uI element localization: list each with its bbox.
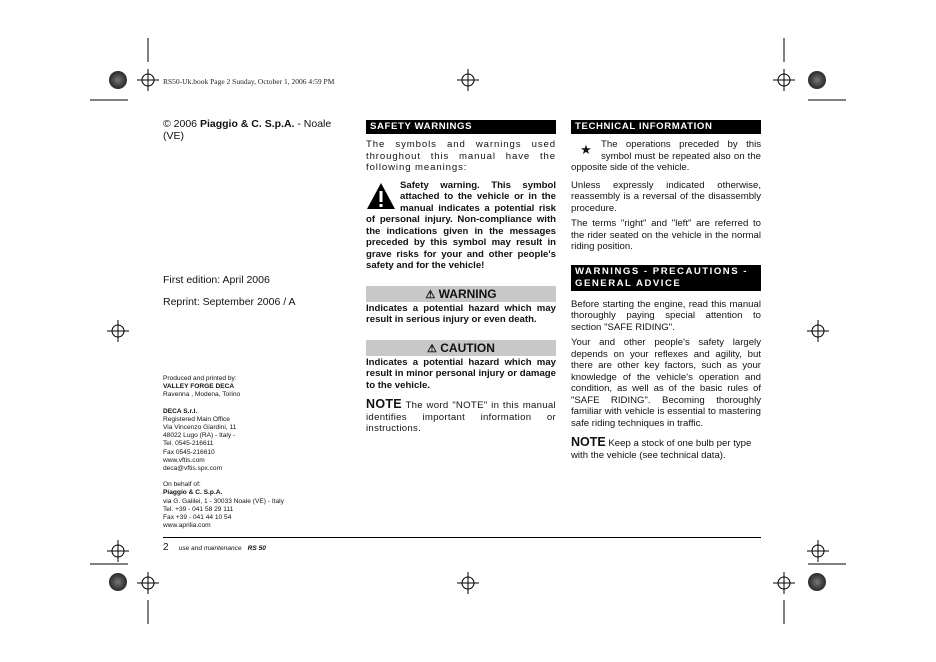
star-icon: ★ <box>580 142 592 157</box>
star-text: The operations preceded by this symbol must be repeated also on the opposite side of the vehicle. <box>571 139 761 173</box>
warning-bar <box>366 286 556 302</box>
copyright-prefix: © 2006 <box>163 118 200 130</box>
caution-icon: ⚠ <box>427 342 437 355</box>
footer-subtitle: use and maintenance <box>178 545 242 552</box>
producer-city: Ravenna , Modena, Torino <box>163 391 241 399</box>
deca-line: Fax 0545-216610 <box>163 448 215 456</box>
note-text: The word "NOTE" in this manual identifies important information or instructions. <box>366 400 556 434</box>
warning-text: Indicates a potential hazard which may result in serious injury or even death. <box>366 302 556 325</box>
reprint-line: Reprint: September 2006 / A <box>163 296 296 308</box>
right-left-text: The terms "right" and "left" are referred to the rider seated on the vehicle in the normal riding position. <box>571 218 761 252</box>
behalf-line: www.aprilia.com <box>163 522 211 530</box>
warning-triangle-icon <box>366 182 396 210</box>
caution-bar <box>366 340 556 356</box>
caution-text-content: Indicates a potential hazard which may result in minor personal injury or damage to the vehicle. <box>366 356 556 391</box>
left-column <box>163 118 353 142</box>
star-note <box>571 139 761 174</box>
deca-line: Via Vincenzo Giardini, 11 <box>163 424 237 432</box>
safety-warning-text: Safety warning. This symbol attached to the vehicle or in the manual indicates a potential risk of personal injury. Non-compliance with the indications given in the messages preceded by this symbol may result in grave risks for your and other people's safety and for the vehicle! <box>366 179 556 271</box>
warning-icon: ⚠ <box>425 288 436 301</box>
copyright-company: Piaggio & C. S.p.A. <box>199 118 295 130</box>
footer-model: RS 50 <box>247 545 266 552</box>
bulb-note <box>571 437 761 461</box>
intro-text: The symbols and warnings used throughout this manual have the following meanings: <box>366 139 556 173</box>
safety-depends-text: Your and other people's safety largely depends on your reflexes and agility, but there are other key factors, such as your knowledge of the vehicle's operation and condition, as well as of the basic rules of "SAFE RIDING". Becoming thoroughly familiar with vehicle is essential to mastering safe riding techniques in traffic. <box>571 337 761 429</box>
deca-line: www.vftis.com <box>163 456 205 464</box>
behalf-name: Piaggio & C. S.p.A. <box>163 489 223 497</box>
before-starting-text: Before starting the engine, read this manual thoroughly paying special attention to section "SAFE RIDING". <box>571 298 761 333</box>
producer-name: VALLEY FORGE DECA <box>163 383 235 391</box>
caution-label: CAUTION <box>440 340 495 355</box>
first-edition: First edition: April 2006 <box>163 274 270 286</box>
reassembly-text: Unless expressly indicated otherwise, reassembly is a reversal of the disassembly procedure. <box>571 179 761 214</box>
safety-warning-block <box>366 180 556 272</box>
behalf-line: via G. Galilei, 1 - 30033 Noale (VE) - Italy <box>163 497 284 505</box>
caution-text <box>366 357 556 392</box>
deca-line: 48022 Lugo (RA) - Italy - <box>163 432 236 440</box>
warning-label: WARNING <box>438 286 497 301</box>
copyright-line <box>163 118 353 142</box>
note-text: Keep a stock of one bulb per type with the vehicle (see technical data). <box>571 438 752 461</box>
note-word: NOTE <box>571 435 606 449</box>
deca-line: Registered Main Office <box>163 415 230 423</box>
note-word: NOTE <box>366 397 402 411</box>
behalf-line: Tel. +39 - 041 58 29 111 <box>163 505 234 513</box>
footer-rule <box>163 537 761 538</box>
safety-warnings-heading: SAFETY WARNINGS <box>366 120 556 134</box>
middle-column <box>366 120 556 435</box>
deca-line: deca@vftis.spx.com <box>163 465 223 473</box>
page-footer <box>163 542 266 553</box>
right-column <box>571 120 761 461</box>
behalf-label: On behalf of: <box>163 481 201 489</box>
produced-label: Produced and printed by: <box>163 375 237 382</box>
technical-information-heading: TECHNICAL INFORMATION <box>571 120 761 134</box>
deca-line: Tel. 0545-216611 <box>163 440 214 448</box>
note-paragraph <box>366 399 556 435</box>
warnings-precautions-heading <box>571 265 761 291</box>
heading-line-1: WARNINGS - PRECAUTIONS - <box>575 265 748 277</box>
behalf-line: Fax +39 - 041 44 10 54 <box>163 514 232 522</box>
copyright-suffix: - Noale (VE) <box>163 118 332 142</box>
imprint-block <box>163 375 363 530</box>
heading-line-2: GENERAL ADVICE <box>575 277 682 289</box>
deca-name: DECA S.r.l. <box>163 407 198 415</box>
page-number: 2 <box>163 542 169 553</box>
file-header-note: RS50-Uk.book Page 2 Sunday, October 1, 2006 4:59 PM <box>163 77 335 86</box>
